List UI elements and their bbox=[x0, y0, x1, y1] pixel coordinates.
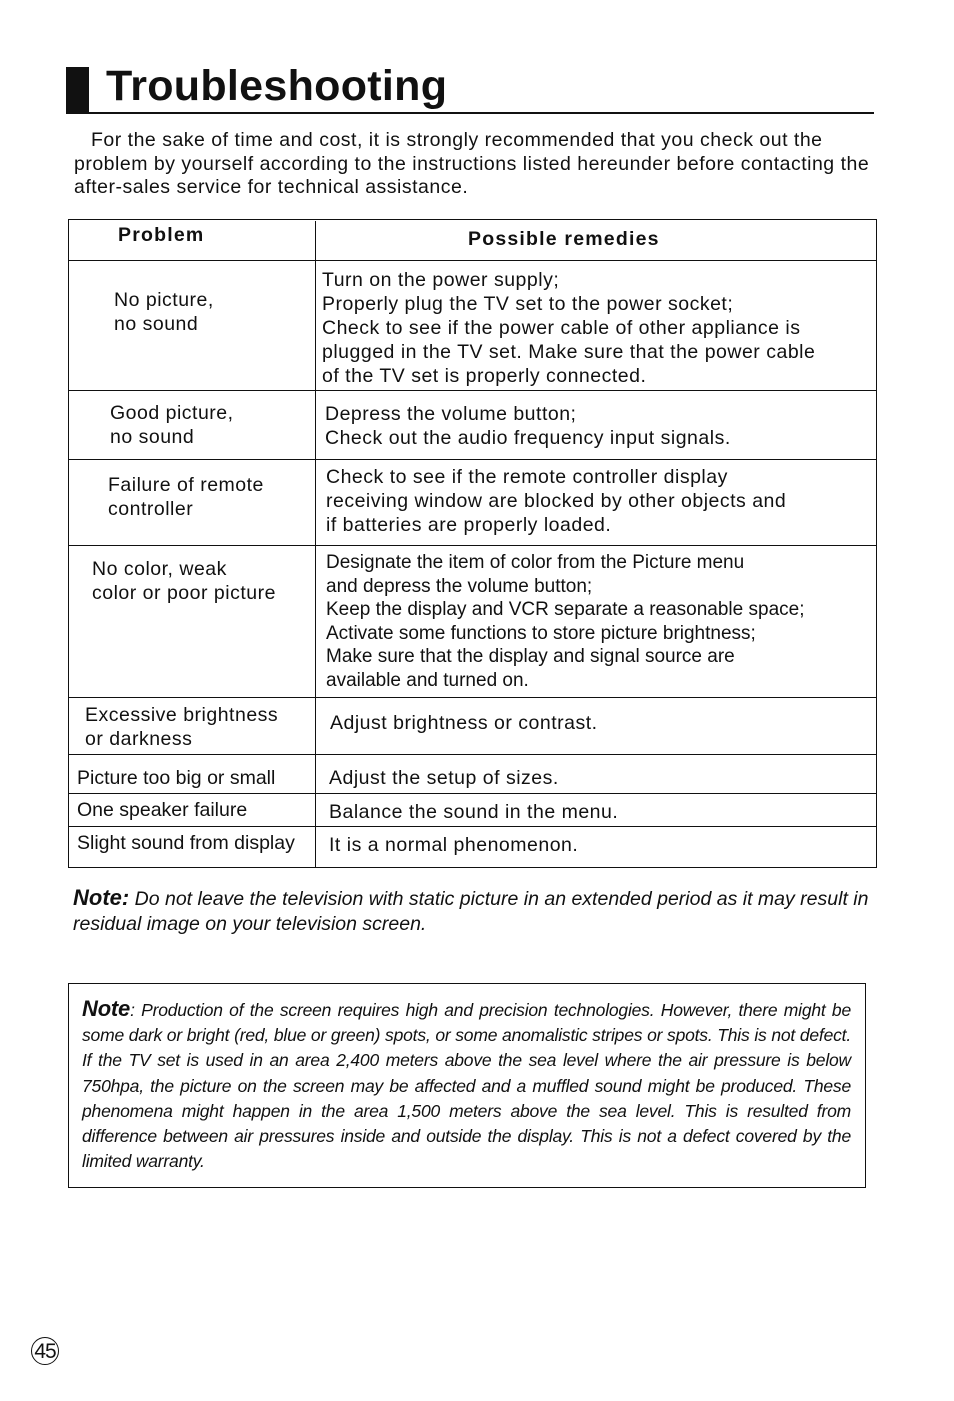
row-divider bbox=[68, 697, 877, 698]
intro-text: For the sake of time and cost, it is strongly recommended that you check out the problem by yourself according to the instructions listed hereunder before contacting the after-sales service for technical assistance. bbox=[74, 129, 870, 198]
problem-cell: No color, weak color or poor picture bbox=[92, 558, 276, 604]
note-text: : Production of the screen requires high and precision technologies. However, there might be some dark or bright (red, blue or green) spots, or some anomalistic stripes or spots. This is not defect. If the TV set is used in an area 2,400 meters above the sea level where the air pressure is below 750hpa, the picture on the screen may be affected and a muffled sound might be produced. These phenomena might happen in the area 1,500 meters above the sea level. This is resulted from difference between air pressures inside and outside the display. This is not a defect covered by the limited warranty. bbox=[82, 1000, 851, 1172]
problem-cell: Picture too big or small bbox=[77, 767, 276, 789]
page-number: 45 bbox=[31, 1337, 59, 1365]
row-divider bbox=[68, 545, 877, 546]
problem-cell: One speaker failure bbox=[77, 799, 248, 821]
page-title: Troubleshooting bbox=[106, 62, 448, 110]
remedy-cell: Turn on the power supply; Properly plug the TV set to the power socket; Check to see if the power cable of other appliance is plugged in the TV set. Make sure that the power cable of the TV set is properly connected. bbox=[322, 269, 816, 387]
static-picture-note bbox=[73, 886, 873, 936]
remedies-column-header: Possible remedies bbox=[468, 228, 660, 250]
row-divider bbox=[68, 390, 877, 391]
remedy-cell: Depress the volume button; Check out the audio frequency input signals. bbox=[325, 403, 731, 449]
remedy-cell: Adjust the setup of sizes. bbox=[329, 767, 559, 789]
intro-paragraph bbox=[74, 129, 874, 200]
screen-defect-note bbox=[82, 996, 851, 1174]
title-marker-bar bbox=[66, 67, 89, 113]
problem-cell: No picture, no sound bbox=[114, 289, 214, 335]
remedy-cell: Adjust brightness or contrast. bbox=[330, 712, 598, 734]
problem-cell: Good picture, no sound bbox=[110, 402, 234, 448]
row-divider bbox=[68, 459, 877, 460]
note-label: Note: bbox=[73, 885, 130, 910]
problem-cell: Failure of remote controller bbox=[108, 474, 264, 520]
row-divider bbox=[68, 260, 877, 261]
remedy-cell: It is a normal phenomenon. bbox=[329, 834, 579, 856]
row-divider bbox=[68, 826, 877, 827]
remedy-cell: Designate the item of color from the Picture menu and depress the volume button; Keep the display and VCR separate a reasonable space; Activate some functions to store picture brightness; Make sure that the display and signal source are available and turned on. bbox=[326, 552, 805, 691]
remedy-cell: Check to see if the remote controller display receiving window are blocked by other objects and if batteries are properly loaded. bbox=[326, 466, 787, 536]
remedy-cell: Balance the sound in the menu. bbox=[329, 801, 619, 823]
problem-cell: Excessive brightness or darkness bbox=[85, 704, 279, 750]
problem-column-header: Problem bbox=[118, 224, 205, 246]
problem-cell: Slight sound from display bbox=[77, 832, 295, 854]
title-underline bbox=[66, 112, 874, 114]
row-divider bbox=[68, 754, 877, 755]
row-divider bbox=[68, 793, 877, 794]
note-label: Note bbox=[82, 996, 131, 1021]
note-text: Do not leave the television with static picture in an extended period as it may result in residual image on your television screen. bbox=[73, 888, 869, 935]
